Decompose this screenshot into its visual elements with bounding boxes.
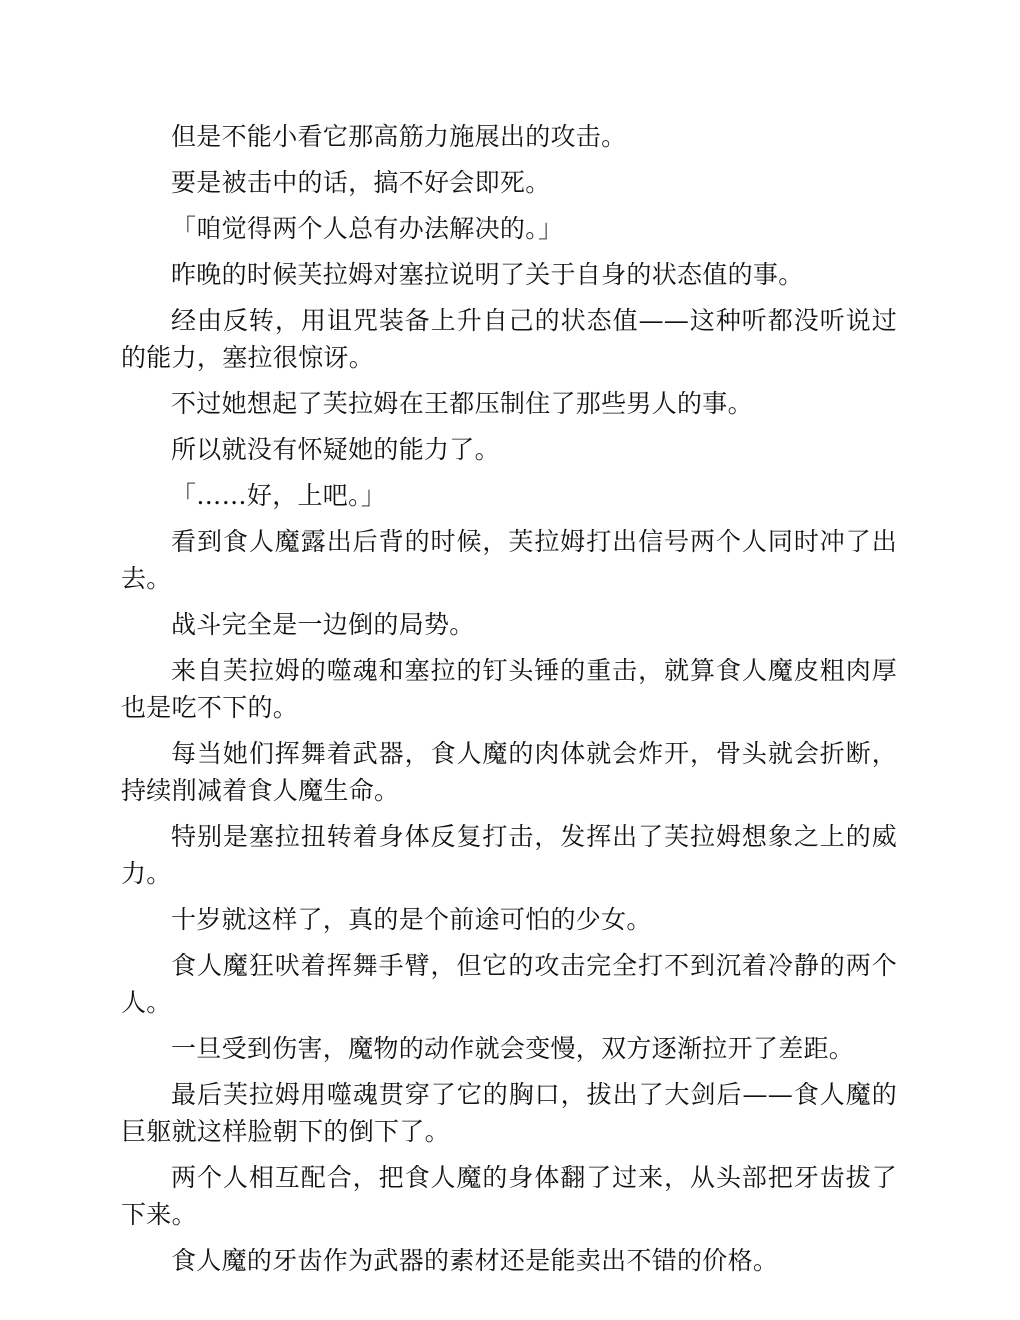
- paragraph: 看到食人魔露出后背的时候，芙拉姆打出信号两个人同时冲了出去。: [121, 527, 897, 593]
- paragraph: 一旦受到伤害，魔物的动作就会变慢，双方逐渐拉开了差距。: [171, 1034, 855, 1063]
- paragraph: 十岁就这样了，真的是个前途可怕的少女。: [171, 905, 652, 934]
- paragraph: 两个人相互配合，把食人魔的身体翻了过来，从头部把牙齿拔了下来。: [121, 1163, 897, 1229]
- body-text: [121, 118, 897, 1288]
- paragraph: 经由反转，用诅咒装备上升自己的状态值——这种听都没听说过的能力，塞拉很惊讶。: [121, 306, 897, 372]
- paragraph: 昨晚的时候芙拉姆对塞拉说明了关于自身的状态值的事。: [171, 260, 804, 289]
- paragraph: 但是不能小看它那高筋力施展出的攻击。: [171, 122, 627, 151]
- paragraph: 不过她想起了芙拉姆在王都压制住了那些男人的事。: [171, 389, 753, 418]
- paragraph: 「咱觉得两个人总有办法解决的。」: [171, 214, 564, 243]
- paragraph: 特别是塞拉扭转着身体反复打击，发挥出了芙拉姆想象之上的威力。: [121, 822, 897, 888]
- paragraph: 战斗完全是一边倒的局势。: [171, 610, 475, 639]
- paragraph: 每当她们挥舞着武器，食人魔的肉体就会炸开，骨头就会折断，持续削减着食人魔生命。: [121, 739, 897, 805]
- paragraph: 要是被击中的话，搞不好会即死。: [171, 168, 551, 197]
- paragraph: 来自芙拉姆的噬魂和塞拉的钉头锤的重击，就算食人魔皮粗肉厚也是吃不下的。: [121, 656, 897, 722]
- paragraph: 「……好，上吧。」: [171, 481, 387, 510]
- paragraph: 食人魔狂吠着挥舞手臂，但它的攻击完全打不到沉着冷静的两个人。: [121, 951, 897, 1017]
- paragraph: 食人魔的牙齿作为武器的素材还是能卖出不错的价格。: [171, 1246, 779, 1275]
- paragraph: 所以就没有怀疑她的能力了。: [171, 435, 500, 464]
- paragraph: 最后芙拉姆用噬魂贯穿了它的胸口，拔出了大剑后——食人魔的巨躯就这样脸朝下的倒下了。: [121, 1080, 897, 1146]
